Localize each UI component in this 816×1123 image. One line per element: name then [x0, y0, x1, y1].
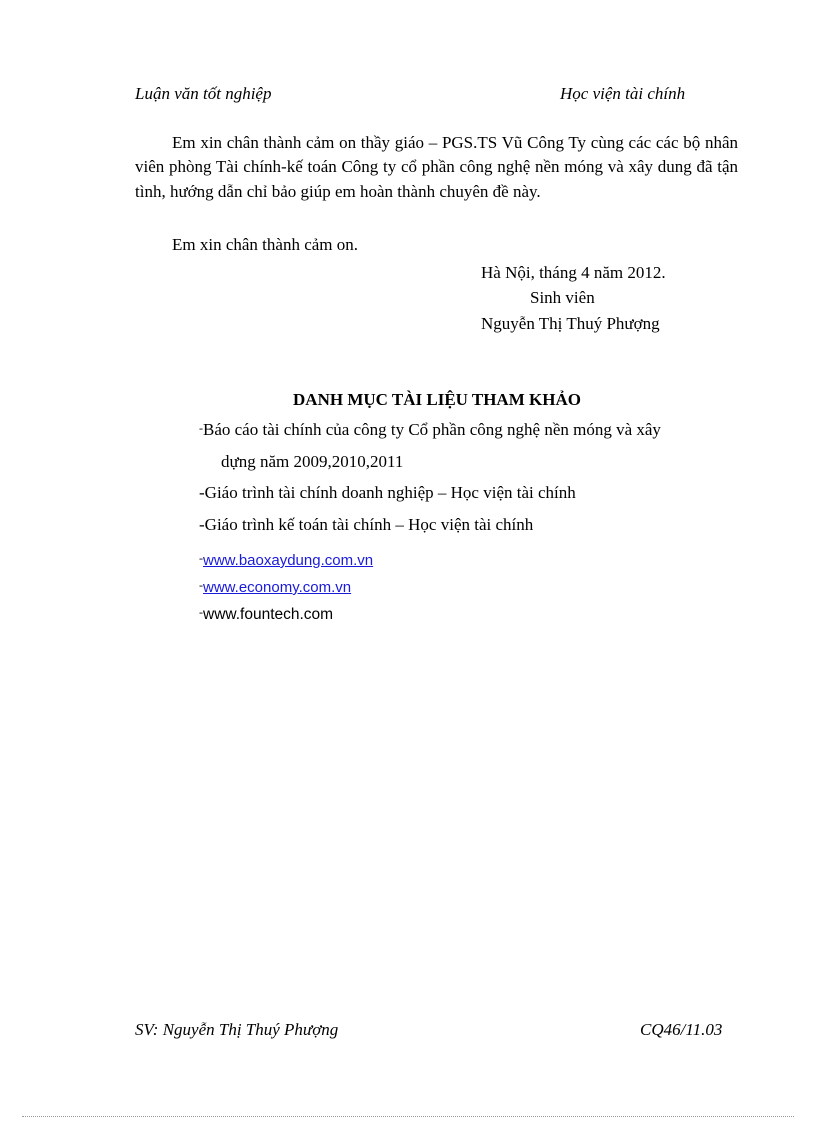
reference-dash: -	[199, 421, 203, 435]
acknowledgement-paragraph: Em xin chân thành cảm on thầy giáo – PGS.TS Vũ Công Ty cùng các các bộ nhân viên phòng Tài chính-kế toán Công ty cổ phần công nghệ nền móng và xây dung đã tận tình, hướng dẫn chỉ bảo giúp em hoàn thành chuyên đề này.	[135, 133, 738, 201]
reference-text: Giáo trình kế toán tài chính – Học viện tài chính	[204, 515, 534, 534]
references-title: DANH MỤC TÀI LIỆU THAM KHẢO	[293, 390, 581, 409]
page-footer-right: CQ46/11.03	[640, 1020, 723, 1039]
reference-item-continuation: dựng năm 2009,2010,2011	[221, 452, 404, 471]
reference-item	[199, 601, 333, 626]
reference-dash: -	[199, 578, 203, 592]
reference-item	[199, 482, 576, 504]
reference-url-text: www.fountech.com	[203, 606, 334, 623]
reference-link[interactable]: www.economy.com.vn	[203, 579, 352, 596]
reference-text: Báo cáo tài chính của công ty Cổ phần công nghệ nền móng và xây	[203, 420, 661, 439]
page-header-left: Luận văn tốt nghiệp	[135, 84, 272, 103]
signature-name: Nguyễn Thị Thuý Phượng	[481, 314, 660, 333]
reference-text: Giáo trình tài chính doanh nghiệp – Học viện tài chính	[204, 483, 576, 502]
reference-dash: -	[199, 515, 205, 534]
thanks-line: Em xin chân thành cảm on.	[172, 235, 359, 254]
reference-item	[199, 547, 373, 572]
reference-item	[199, 574, 351, 599]
signature-role: Sinh viên	[530, 288, 595, 307]
signature-date: Hà Nội, tháng 4 năm 2012.	[481, 263, 666, 282]
reference-dash: -	[199, 483, 205, 502]
page-footer-left: SV: Nguyễn Thị Thuý Phượng	[135, 1020, 339, 1039]
reference-dash: -	[199, 605, 203, 619]
page-bottom-divider	[22, 1116, 794, 1117]
reference-item	[199, 514, 533, 536]
reference-item	[199, 417, 661, 441]
reference-link[interactable]: www.baoxaydung.com.vn	[203, 552, 374, 569]
reference-dash: -	[199, 551, 203, 565]
page-header-right: Học viện tài chính	[560, 84, 686, 103]
